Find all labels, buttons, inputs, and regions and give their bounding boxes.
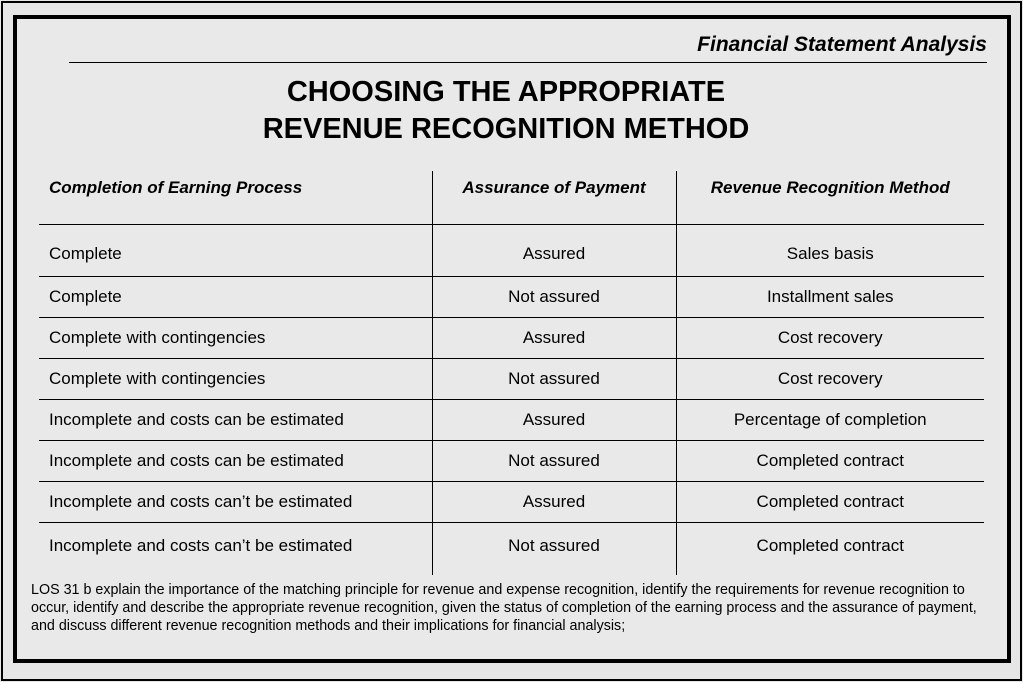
cell-method: Sales basis: [676, 225, 984, 277]
cell-completion: Incomplete and costs can’t be estimated: [49, 536, 353, 555]
cell-method: Percentage of completion: [676, 400, 984, 441]
cell-method: Completed contract: [676, 482, 984, 523]
cell-assurance: Assured: [432, 482, 676, 523]
cell-method: Cost recovery: [676, 359, 984, 400]
table-row: [39, 482, 984, 523]
cell-assurance: Not assured: [432, 441, 676, 482]
cell-assurance: Not assured: [432, 359, 676, 400]
table-row: [39, 277, 984, 318]
cell-method: Installment sales: [676, 277, 984, 318]
cell-assurance: Not assured: [432, 277, 676, 318]
los-footnote: LOS 31 b explain the importance of the matching principle for revenue and expense recognition, identify the requirements for revenue recognition to occur, identify and describe the appropriate revenue recognition, given the status of completion of the earning process and the assurance of payment, and discuss different revenue recognition methods and their implications for financial analysis;: [31, 582, 977, 634]
table-header-row: [39, 171, 984, 225]
column-header-completion: Completion of Earning Process: [39, 171, 432, 225]
table-row: [39, 523, 984, 576]
table-row: [39, 441, 984, 482]
cell-method: Cost recovery: [676, 318, 984, 359]
cell-completion: Complete: [39, 277, 432, 318]
cell-assurance: Assured: [432, 225, 676, 277]
slide-panel: [13, 15, 1011, 663]
table-row: [39, 318, 984, 359]
cell-method: Completed contract: [676, 441, 984, 482]
cell-completion: Incomplete and costs can be estimated: [39, 441, 432, 482]
table-row: [39, 225, 984, 277]
cell-completion: Complete: [39, 225, 432, 277]
cell-completion: Incomplete and costs can’t be estimated: [39, 482, 432, 523]
cell-assurance: Assured: [432, 318, 676, 359]
page-title: [17, 74, 995, 148]
cell-completion: Incomplete and costs can be estimated: [39, 400, 432, 441]
cell-assurance: Not assured: [432, 523, 676, 576]
column-header-assurance: Assurance of Payment: [432, 171, 676, 225]
cell-completion: Complete with contingencies: [39, 318, 432, 359]
page-title-line-1: CHOOSING THE APPROPRIATE: [286, 76, 726, 108]
cell-method: Completed contract: [676, 523, 984, 576]
cell-assurance: Assured: [432, 400, 676, 441]
revenue-recognition-table: [39, 171, 984, 575]
header-divider: [69, 62, 987, 63]
page-title-line-2: REVENUE RECOGNITION METHOD: [262, 113, 750, 145]
column-header-method: Revenue Recognition Method: [676, 171, 984, 225]
table-row: [39, 400, 984, 441]
table-row: [39, 359, 984, 400]
book-title: Financial Statement Analysis: [697, 33, 987, 56]
cell-completion: Complete with contingencies: [39, 359, 432, 400]
